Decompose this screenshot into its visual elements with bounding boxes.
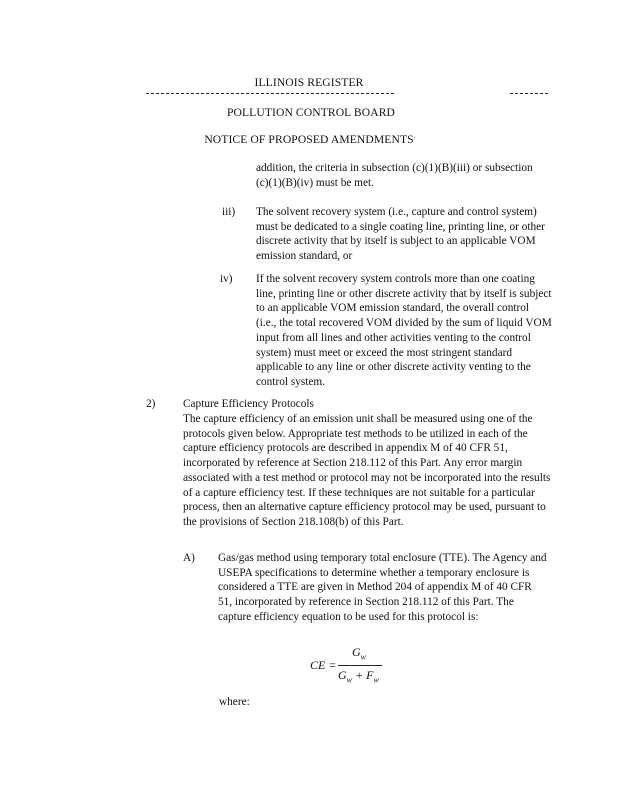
numerator-main: G (352, 645, 361, 659)
item-iii-label: iii) (222, 206, 236, 218)
notice-title: NOTICE OF PROPOSED AMENDMENTS (204, 133, 414, 146)
board-title: POLLUTION CONTROL BOARD (226, 106, 396, 119)
section-2-label: 2) (146, 398, 156, 410)
item-iii-text: The solvent recovery system (i.e., capture and control system) must be dedicated to a single coating line, printing line, or other discrete activity that by itself is subject to an applicable VOM emission standard, or (256, 206, 545, 263)
denominator-b-sub: w (373, 675, 379, 685)
item-iv-text: If the solvent recovery system controls more than one coating line, printing line or other discrete activity that by itself is subject to an applicable VOM emission standard, the overall control (i.e., the total recovered VOM divided by the sum of liquid VOM input from all lines and other activities venting to the control system) must meet or exceed the most stringent standard applicable to any line or other discrete activity venting to the control system. (256, 273, 552, 388)
register-title: ILLINOIS REGISTER (254, 76, 364, 89)
header-rule-right (510, 93, 548, 94)
section-2-text: The capture efficiency of an emission unit shall be measured using one of the protocols given below. Appropriate test methods to be utilized in each of the capture efficiency protocols are described in appendix M of 40 CFR 51, incorporated by reference at Section 218.112 of this Part. Any error margin associated with a test method or protocol may not be incorporated into the results of a capture efficiency test. If these techniques are not suitable for a particular process, then an alternative capture efficiency protocol may be used, pursuant to the provisions of Section 218.108(b) of this Part. (183, 413, 551, 528)
numerator-sub: w (360, 652, 367, 662)
denominator-b-main: F (366, 668, 374, 682)
denominator-plus: + (352, 668, 367, 682)
denominator-a-main: G (338, 668, 347, 682)
item-iv-label: iv) (220, 273, 233, 285)
equation-lhs: CE = (310, 658, 337, 672)
item-a-label: A) (183, 552, 195, 564)
denominator-a-sub: w (346, 675, 353, 685)
header-rule-left (146, 93, 394, 94)
equation-numerator (352, 645, 366, 661)
fraction-bar (338, 665, 382, 666)
equation-denominator (338, 668, 379, 684)
continuation-paragraph: addition, the criteria in subsection (c)(1)(B)(iii) or subsection (c)(1)(B)(iv) must be met. (256, 162, 533, 189)
section-2-title: Capture Efficiency Protocols (183, 398, 314, 410)
where-label: where: (219, 696, 250, 708)
item-a-text: Gas/gas method using temporary total enclosure (TTE). The Agency and USEPA specifications to determine whether a temporary enclosure is considered a TTE are given in Method 204 of appendix M of 40 CFR 51, incorporated by reference in Section 218.112 of this Part. The capture efficiency equation to be used for this protocol is: (218, 552, 547, 623)
